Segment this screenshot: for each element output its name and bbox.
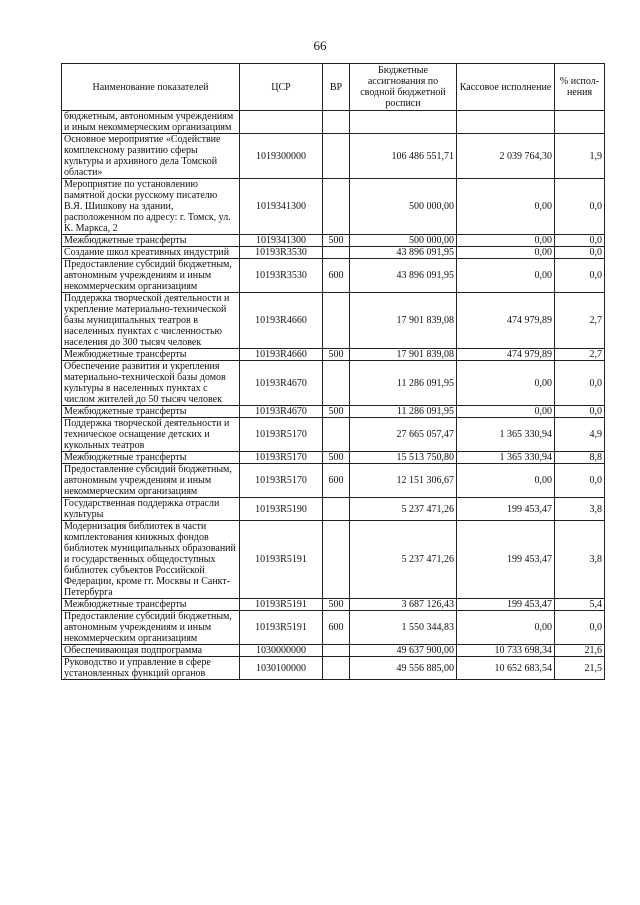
cell-assigned: 15 513 750,80 xyxy=(350,452,457,464)
cell-assigned: 500 000,00 xyxy=(350,179,457,235)
cell-percent: 1,9 xyxy=(555,134,605,179)
cell-executed: 0,00 xyxy=(457,464,555,498)
cell-percent: 2,7 xyxy=(555,349,605,361)
cell-vr xyxy=(323,645,350,657)
cell-executed: 10 733 698,34 xyxy=(457,645,555,657)
table-row xyxy=(62,179,605,235)
header-row xyxy=(62,64,605,111)
cell-csr: 10193R3530 xyxy=(240,247,323,259)
cell-csr: 10193R5170 xyxy=(240,464,323,498)
header-executed: Кассовое исполнение xyxy=(457,64,555,111)
cell-executed: 0,00 xyxy=(457,406,555,418)
cell-assigned: 43 896 091,95 xyxy=(350,247,457,259)
cell-name: Поддержка творческой деятельности и укрепление материально-технической базы муниципальных театров в населенных пунктах с численностью населения до 300 тысяч человек xyxy=(62,293,240,349)
cell-name: Межбюджетные трансферты xyxy=(62,599,240,611)
cell-csr: 10193R5170 xyxy=(240,418,323,452)
cell-vr: 500 xyxy=(323,406,350,418)
table-row xyxy=(62,521,605,599)
cell-vr: 500 xyxy=(323,452,350,464)
cell-percent: 2,7 xyxy=(555,293,605,349)
table-row xyxy=(62,657,605,680)
cell-name: Государственная поддержка отрасли культуры xyxy=(62,498,240,521)
cell-name: Модернизация библиотек в части комплектования книжных фондов библиотек муниципальных образований и государственных общедоступных библиотек субъектов Российской Федерации, кроме гг. Москвы и Санкт-Петербурга xyxy=(62,521,240,599)
cell-vr xyxy=(323,111,350,134)
header-percent: % испол- нения xyxy=(555,64,605,111)
cell-percent xyxy=(555,111,605,134)
cell-executed: 0,00 xyxy=(457,235,555,247)
table-row xyxy=(62,452,605,464)
cell-percent: 4,9 xyxy=(555,418,605,452)
cell-assigned: 43 896 091,95 xyxy=(350,259,457,293)
cell-vr xyxy=(323,293,350,349)
cell-assigned: 106 486 551,71 xyxy=(350,134,457,179)
cell-csr: 10193R4670 xyxy=(240,406,323,418)
cell-executed: 0,00 xyxy=(457,247,555,259)
cell-percent: 0,0 xyxy=(555,406,605,418)
cell-assigned: 3 687 126,43 xyxy=(350,599,457,611)
cell-csr: 1030100000 xyxy=(240,657,323,680)
table-row xyxy=(62,293,605,349)
cell-name: Межбюджетные трансферты xyxy=(62,452,240,464)
cell-executed: 0,00 xyxy=(457,259,555,293)
cell-csr: 1019341300 xyxy=(240,235,323,247)
cell-name: Поддержка творческой деятельности и техническое оснащение детских и кукольных театров xyxy=(62,418,240,452)
cell-csr: 10193R5190 xyxy=(240,498,323,521)
table-row xyxy=(62,418,605,452)
cell-name: Создание школ креативных индустрий xyxy=(62,247,240,259)
cell-vr xyxy=(323,521,350,599)
cell-vr xyxy=(323,247,350,259)
cell-csr: 1030000000 xyxy=(240,645,323,657)
cell-percent: 3,8 xyxy=(555,521,605,599)
cell-csr: 10193R4660 xyxy=(240,349,323,361)
cell-vr xyxy=(323,361,350,406)
cell-executed: 474 979,89 xyxy=(457,349,555,361)
cell-executed: 474 979,89 xyxy=(457,293,555,349)
cell-csr: 10193R4670 xyxy=(240,361,323,406)
cell-vr: 600 xyxy=(323,259,350,293)
cell-vr: 600 xyxy=(323,611,350,645)
cell-name: Основное мероприятие «Содействие комплексному развитию сферы культуры и архивного дела Томской области» xyxy=(62,134,240,179)
cell-csr: 1019341300 xyxy=(240,179,323,235)
cell-percent: 0,0 xyxy=(555,247,605,259)
header-name: Наименование показателей xyxy=(62,64,240,111)
cell-percent: 0,0 xyxy=(555,259,605,293)
cell-csr: 10193R5191 xyxy=(240,521,323,599)
header-assigned: Бюджетные ассигнования по сводной бюджетной росписи xyxy=(350,64,457,111)
page-number: 66 xyxy=(313,38,327,53)
cell-assigned: 12 151 306,67 xyxy=(350,464,457,498)
cell-executed: 0,00 xyxy=(457,179,555,235)
cell-assigned: 11 286 091,95 xyxy=(350,361,457,406)
cell-name: Руководство и управление в сфере установленных функций органов xyxy=(62,657,240,680)
cell-executed: 199 453,47 xyxy=(457,498,555,521)
cell-assigned: 17 901 839,08 xyxy=(350,349,457,361)
cell-executed: 1 365 330,94 xyxy=(457,418,555,452)
cell-vr xyxy=(323,657,350,680)
cell-name: Обеспечение развития и укрепления материально-технической базы домов культуры в населенных пунктах с числом жителей до 50 тысяч человек xyxy=(62,361,240,406)
header-csr: ЦСР xyxy=(240,64,323,111)
table-row xyxy=(62,464,605,498)
cell-percent: 3,8 xyxy=(555,498,605,521)
cell-csr xyxy=(240,111,323,134)
table-row xyxy=(62,134,605,179)
table-row xyxy=(62,599,605,611)
cell-assigned: 1 550 344,83 xyxy=(350,611,457,645)
cell-name: Обеспечивающая подпрограмма xyxy=(62,645,240,657)
cell-assigned: 49 637 900,00 xyxy=(350,645,457,657)
cell-csr: 10193R5191 xyxy=(240,599,323,611)
cell-vr: 600 xyxy=(323,464,350,498)
cell-name: Предоставление субсидий бюджетным, автономным учреждениям и иным некоммерческим организациям xyxy=(62,259,240,293)
table-row xyxy=(62,498,605,521)
cell-assigned: 500 000,00 xyxy=(350,235,457,247)
table-row xyxy=(62,235,605,247)
cell-csr: 10193R5170 xyxy=(240,452,323,464)
cell-name: бюджетным, автономным учреждениям и иным некоммерческим организациям xyxy=(62,111,240,134)
cell-vr: 500 xyxy=(323,599,350,611)
cell-vr: 500 xyxy=(323,235,350,247)
cell-executed xyxy=(457,111,555,134)
cell-vr xyxy=(323,418,350,452)
cell-vr xyxy=(323,179,350,235)
cell-percent: 21,5 xyxy=(555,657,605,680)
table-body xyxy=(62,111,605,680)
cell-name: Мероприятие по установлению памятной доски русскому писателю В.Я. Шишкову на здании, расположенном по адресу: г. Томск, ул. К. Маркса, 2 xyxy=(62,179,240,235)
table-row xyxy=(62,111,605,134)
cell-vr: 500 xyxy=(323,349,350,361)
cell-percent: 0,0 xyxy=(555,235,605,247)
cell-assigned: 17 901 839,08 xyxy=(350,293,457,349)
cell-vr xyxy=(323,134,350,179)
cell-executed: 199 453,47 xyxy=(457,599,555,611)
cell-assigned xyxy=(350,111,457,134)
cell-percent: 0,0 xyxy=(555,179,605,235)
cell-csr: 10193R4660 xyxy=(240,293,323,349)
cell-name: Предоставление субсидий бюджетным, автономным учреждениям и иным некоммерческим организациям xyxy=(62,464,240,498)
table-row xyxy=(62,361,605,406)
table-row xyxy=(62,406,605,418)
budget-table xyxy=(61,63,605,680)
cell-csr: 1019300000 xyxy=(240,134,323,179)
cell-assigned: 5 237 471,26 xyxy=(350,521,457,599)
cell-name: Межбюджетные трансферты xyxy=(62,235,240,247)
cell-executed: 1 365 330,94 xyxy=(457,452,555,464)
cell-executed: 199 453,47 xyxy=(457,521,555,599)
cell-executed: 10 652 683,54 xyxy=(457,657,555,680)
cell-percent: 0,0 xyxy=(555,361,605,406)
cell-vr xyxy=(323,498,350,521)
cell-executed: 0,00 xyxy=(457,611,555,645)
header-vr: ВР xyxy=(323,64,350,111)
cell-assigned: 49 556 885,00 xyxy=(350,657,457,680)
cell-assigned: 11 286 091,95 xyxy=(350,406,457,418)
cell-percent: 0,0 xyxy=(555,464,605,498)
table-row xyxy=(62,349,605,361)
cell-percent: 0,0 xyxy=(555,611,605,645)
cell-csr: 10193R3530 xyxy=(240,259,323,293)
cell-name: Межбюджетные трансферты xyxy=(62,349,240,361)
cell-executed: 2 039 764,30 xyxy=(457,134,555,179)
cell-name: Предоставление субсидий бюджетным, автономным учреждениям и иным некоммерческим организациям xyxy=(62,611,240,645)
table-row xyxy=(62,611,605,645)
table-row xyxy=(62,259,605,293)
table-row xyxy=(62,247,605,259)
cell-name: Межбюджетные трансферты xyxy=(62,406,240,418)
cell-csr: 10193R5191 xyxy=(240,611,323,645)
cell-percent: 8,8 xyxy=(555,452,605,464)
cell-percent: 21,6 xyxy=(555,645,605,657)
cell-assigned: 27 665 057,47 xyxy=(350,418,457,452)
cell-percent: 5,4 xyxy=(555,599,605,611)
cell-assigned: 5 237 471,26 xyxy=(350,498,457,521)
table-row xyxy=(62,645,605,657)
cell-executed: 0,00 xyxy=(457,361,555,406)
